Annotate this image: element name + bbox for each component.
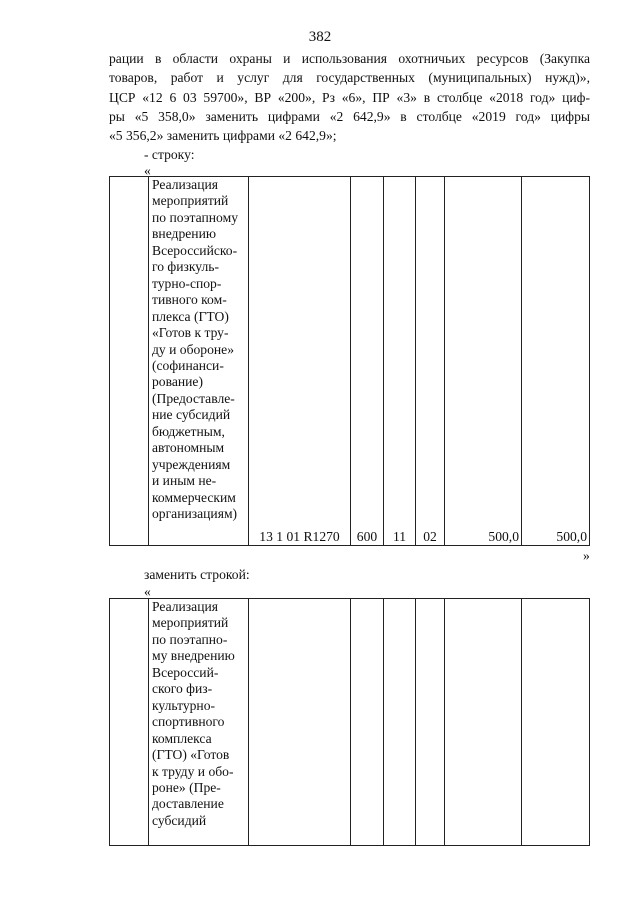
name-line: ние субсидий — [152, 407, 231, 423]
name-line: Реализация — [152, 599, 218, 614]
csr-cell — [249, 599, 351, 846]
sum-2019-cell — [522, 599, 590, 846]
name-line: мероприятий — [152, 615, 229, 631]
name-line: (софинанси- — [152, 357, 224, 373]
intro-line: рации в области охраны и использования охотничьих ресурсов (Закупка — [109, 51, 590, 66]
name-line: субсидий — [152, 812, 207, 828]
name-line: коммерческим — [152, 489, 236, 505]
sum-2018-cell: 500,0 — [445, 177, 522, 546]
name-line: ду и обороне» — [152, 341, 234, 357]
empty-cell — [110, 599, 149, 846]
pr-cell: 02 — [416, 177, 445, 546]
rz-cell: 11 — [384, 177, 416, 546]
budget-table-replacement — [109, 598, 590, 846]
name-line: Реализация — [152, 177, 218, 192]
page-number: 382 — [308, 29, 332, 45]
name-line: ского физ- — [152, 681, 213, 697]
name-line: плекса (ГТО) — [152, 308, 229, 324]
csr-cell: 13 1 01 R1270 — [249, 177, 351, 546]
name-line: (ГТО) «Готов — [152, 747, 230, 763]
intro-paragraph — [109, 49, 590, 145]
name-line: и иным не- — [152, 473, 217, 489]
open-quote: « — [144, 163, 151, 178]
intro-line: ЦСР «12 6 03 59700», ВР «200», Рз «6», ПР «3» в столбце «2018 год» циф- — [109, 89, 590, 105]
vr-cell: 600 — [351, 177, 384, 546]
close-quote: » — [583, 548, 590, 563]
instruction-row-label: - строку: — [144, 147, 195, 162]
name-line: го физкуль- — [152, 259, 220, 275]
name-line: спортивного — [152, 714, 225, 730]
name-line: организациям) — [152, 506, 238, 522]
name-line: комплекса — [152, 730, 212, 746]
name-line: бюджетным, — [152, 423, 225, 439]
name-line: Всероссийско- — [152, 242, 238, 258]
name-line: мероприятий — [152, 193, 229, 209]
row-name-cell — [149, 177, 249, 546]
name-line: по поэтапному — [152, 209, 238, 225]
name-line: тивного ком- — [152, 292, 227, 308]
name-line: (Предоставле- — [152, 390, 235, 406]
sum-2018-cell — [445, 599, 522, 846]
budget-table-original — [109, 176, 590, 546]
name-line: культурно- — [152, 697, 216, 713]
name-line: «Готов к тру- — [152, 325, 229, 341]
intro-line: ры «5 358,0» заменить цифрами «2 642,9» в столбце «2019 год» цифры — [109, 108, 590, 124]
name-line: турно-спор- — [152, 275, 222, 291]
row-name-cell — [149, 599, 249, 846]
name-line: рование) — [152, 374, 203, 390]
name-line: к труду и обо- — [152, 763, 234, 779]
table-row — [110, 599, 590, 846]
instruction-replace-label: заменить строкой: — [144, 567, 250, 582]
name-line: автономным — [152, 440, 225, 456]
empty-cell — [110, 177, 149, 546]
table-row — [110, 177, 590, 546]
pr-cell — [416, 599, 445, 846]
sum-2019-cell: 500,0 — [522, 177, 590, 546]
intro-line: товаров, работ и услуг для государственных (муниципальных) нужд)», — [109, 70, 590, 86]
name-line: внедрению — [152, 226, 216, 242]
rz-cell — [384, 599, 416, 846]
name-line: Всероссий- — [152, 664, 219, 680]
name-line: роне» (Пре- — [152, 779, 221, 795]
name-line: по поэтапно- — [152, 631, 228, 647]
open-quote: « — [144, 584, 151, 599]
name-line: учреждениям — [152, 456, 231, 472]
name-line: доставление — [152, 796, 224, 812]
name-line: му внедрению — [152, 648, 235, 664]
intro-line: «5 356,2» заменить цифрами «2 642,9»; — [109, 128, 337, 144]
vr-cell — [351, 599, 384, 846]
